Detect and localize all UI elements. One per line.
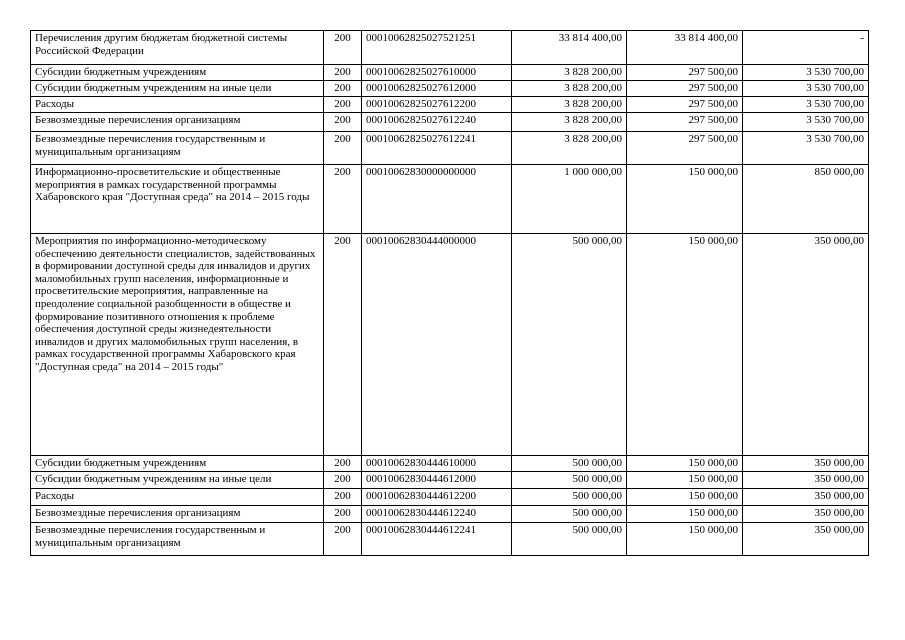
table-row [31,113,869,132]
row-value-1: 1 000 000,00 [512,165,627,234]
row-value-1: 500 000,00 [512,456,627,472]
row-name: Субсидии бюджетным учреждениям [31,65,324,81]
row-code: 200 [324,97,362,113]
row-value-1: 3 828 200,00 [512,81,627,97]
row-name: Безвозмездные перечисления государственным и муниципальным организациям [31,523,324,556]
table-row [31,31,869,65]
table-row [31,523,869,556]
row-value-3: 3 530 700,00 [743,113,869,132]
row-kbk: 00010062825027612000 [362,81,512,97]
row-name: Расходы [31,489,324,506]
row-value-3: 350 000,00 [743,506,869,523]
row-name: Безвозмездные перечисления государственным и муниципальным организациям [31,132,324,165]
row-code: 200 [324,81,362,97]
row-code: 200 [324,489,362,506]
row-value-2: 297 500,00 [627,65,743,81]
table-row [31,81,869,97]
row-value-3: 350 000,00 [743,523,869,556]
row-value-3: 850 000,00 [743,165,869,234]
row-value-3: - [743,31,869,65]
row-value-3: 3 530 700,00 [743,97,869,113]
row-value-2: 297 500,00 [627,132,743,165]
table-row [31,456,869,472]
row-code: 200 [324,165,362,234]
row-name: Субсидии бюджетным учреждениям на иные цели [31,472,324,489]
row-value-2: 297 500,00 [627,113,743,132]
row-code: 200 [324,113,362,132]
row-name: Расходы [31,97,324,113]
row-code: 200 [324,31,362,65]
row-value-2: 150 000,00 [627,165,743,234]
row-value-2: 297 500,00 [627,97,743,113]
row-value-3: 3 530 700,00 [743,65,869,81]
table-row [31,489,869,506]
row-code: 200 [324,132,362,165]
row-name: Безвозмездные перечисления организациям [31,506,324,523]
row-kbk: 00010062830444610000 [362,456,512,472]
row-code: 200 [324,472,362,489]
row-value-1: 3 828 200,00 [512,113,627,132]
row-code: 200 [324,456,362,472]
row-kbk: 00010062830444612240 [362,506,512,523]
row-value-3: 350 000,00 [743,234,869,456]
row-kbk: 00010062825027612240 [362,113,512,132]
row-name: Безвозмездные перечисления организациям [31,113,324,132]
table-row [31,472,869,489]
row-kbk: 00010062830000000000 [362,165,512,234]
row-value-3: 3 530 700,00 [743,132,869,165]
row-value-3: 350 000,00 [743,489,869,506]
row-value-1: 3 828 200,00 [512,97,627,113]
row-kbk: 00010062830444612241 [362,523,512,556]
row-kbk: 00010062830444612000 [362,472,512,489]
row-name: Мероприятия по информационно-методическому обеспечению деятельности специалистов, задействованных в формировании доступной среды для инвалидов и других маломобильных групп населения, информационные и просветительские мероприятия, направленные на преодоление социальной разобщенности в обществе и формирование позитивного отношения к проблеме обеспечения доступной среды жизнедеятельности инвалидов и других маломобильных групп населения, в рамках государственной программы Хабаровского края "Доступная среда" на 2014 – 2015 годы" [31,234,324,456]
row-value-2: 150 000,00 [627,472,743,489]
row-code: 200 [324,523,362,556]
row-kbk: 00010062825027612241 [362,132,512,165]
row-kbk: 00010062830444000000 [362,234,512,456]
row-value-2: 150 000,00 [627,523,743,556]
row-code: 200 [324,65,362,81]
row-value-2: 150 000,00 [627,234,743,456]
row-value-1: 500 000,00 [512,234,627,456]
row-value-1: 3 828 200,00 [512,132,627,165]
row-code: 200 [324,506,362,523]
table-row [31,65,869,81]
row-value-1: 33 814 400,00 [512,31,627,65]
row-value-2: 150 000,00 [627,506,743,523]
row-kbk: 00010062825027521251 [362,31,512,65]
table-row [31,97,869,113]
row-name: Субсидии бюджетным учреждениям на иные цели [31,81,324,97]
row-value-1: 500 000,00 [512,523,627,556]
row-kbk: 00010062825027612200 [362,97,512,113]
table-row [31,234,869,456]
row-kbk: 00010062825027610000 [362,65,512,81]
row-value-1: 500 000,00 [512,506,627,523]
table-row [31,132,869,165]
row-value-3: 350 000,00 [743,472,869,489]
row-value-2: 33 814 400,00 [627,31,743,65]
row-value-3: 350 000,00 [743,456,869,472]
row-name: Перечисления другим бюджетам бюджетной системы Российской Федерации [31,31,324,65]
row-value-2: 297 500,00 [627,81,743,97]
row-value-1: 500 000,00 [512,472,627,489]
row-name: Информационно-просветительские и общественные мероприятия в рамках государственной программы Хабаровского края "Доступная среда" на 2014 – 2015 годы [31,165,324,234]
row-value-2: 150 000,00 [627,489,743,506]
table-row [31,165,869,234]
row-value-2: 150 000,00 [627,456,743,472]
row-kbk: 00010062830444612200 [362,489,512,506]
row-code: 200 [324,234,362,456]
row-name: Субсидии бюджетным учреждениям [31,456,324,472]
table-row [31,506,869,523]
row-value-1: 500 000,00 [512,489,627,506]
row-value-1: 3 828 200,00 [512,65,627,81]
row-value-3: 3 530 700,00 [743,81,869,97]
budget-table [30,30,869,556]
